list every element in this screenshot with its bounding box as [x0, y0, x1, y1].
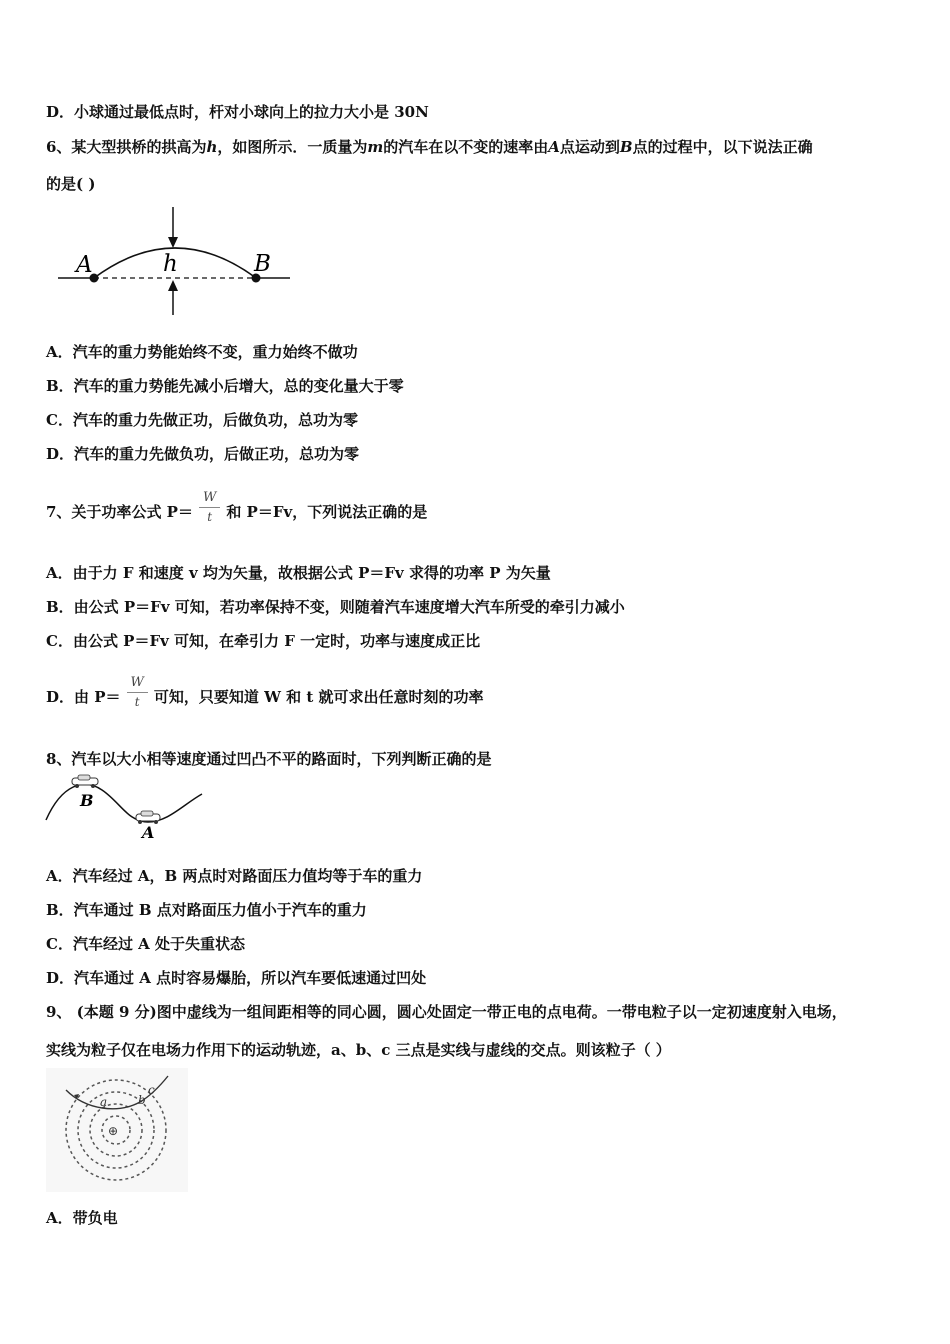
- q9-stem-line2: 实线为粒子仅在电场力作用下的运动轨迹，a、b、c 三点是实线与虚线的交点。则该粒子（ ）: [46, 1041, 671, 1059]
- q7-option-d-pre: D．由 P＝: [46, 688, 121, 706]
- q6-stem-line1: [46, 137, 813, 157]
- q7-stem: [46, 490, 427, 534]
- q7-frac-num: W: [199, 489, 220, 508]
- q9-fig-label-a: a: [100, 1095, 108, 1109]
- q7-option-d-frac-num: W: [127, 674, 148, 693]
- q6-option-c: C．汽车的重力先做正功，后做负功，总功为零: [46, 411, 358, 429]
- q6-stem-m: m: [367, 138, 384, 156]
- q8-option-d: D．汽车通过 A 点时容易爆胎，所以汽车要低速通过凹处: [46, 969, 427, 987]
- q9-option-a: A．带负电: [46, 1209, 118, 1227]
- q8-fig-label-a: A: [142, 823, 155, 840]
- q6-stem-line2: 的是( ): [46, 175, 96, 193]
- q6-stem-h: h: [206, 138, 218, 156]
- q7-option-d-post: 可知，只要知道 W 和 t 就可求出任意时刻的功率: [153, 688, 484, 706]
- q8-option-c: C．汽车经过 A 处于失重状态: [46, 935, 246, 953]
- arch-bridge-figure: [56, 205, 296, 317]
- q6-stem-pre: 6、某大型拱桥的拱高为: [46, 138, 207, 156]
- q7-option-a: A．由于力 F 和速度 v 均为矢量，故根据公式 P＝Fv 求得的功率 P 为矢量: [46, 564, 551, 582]
- q8-option-a: A．汽车经过 A，B 两点时对路面压力值均等于车的重力: [46, 867, 423, 885]
- q6-option-b: B．汽车的重力势能先减小后增大，总的变化量大于零: [46, 377, 404, 395]
- q6-option-a: A．汽车的重力势能始终不变，重力始终不做功: [46, 343, 358, 361]
- q7-option-b: B．由公式 P＝Fv 可知，若功率保持不变，则随着汽车速度增大汽车所受的牵引力减小: [46, 598, 625, 616]
- q6-stem-mid2: 的汽车在以不变的速率由: [383, 138, 549, 156]
- q8-fig-label-b: B: [80, 791, 94, 810]
- q6-fig-label-a: A: [76, 252, 93, 278]
- bumpy-road-figure: [44, 774, 204, 840]
- q6-option-d: D．汽车的重力先做负功，后做正功，总功为零: [46, 445, 360, 463]
- concentric-circles-figure: [46, 1068, 188, 1192]
- q9-fig-label-b: b: [138, 1093, 146, 1107]
- q6-stem-a: A: [548, 138, 560, 156]
- q9-stem-line1: 9、 (本题 9 分)图中虚线为一组间距相等的同心圆，圆心处固定一带正电的点电荷。一带电粒子以一定初速度射入电场，: [46, 1003, 847, 1021]
- q8-stem: 8、汽车以大小相等速度通过凹凸不平的路面时，下列判断正确的是: [46, 750, 492, 768]
- q5-option-d: D．小球通过最低点时，杆对小球向上的拉力大小是 30N: [46, 103, 429, 121]
- q7-option-d-fraction: [127, 674, 148, 711]
- q6-stem-mid3: 点运动到: [559, 138, 620, 156]
- q7-option-c: C．由公式 P＝Fv 可知，在牵引力 F 一定时，功率与速度成正比: [46, 632, 481, 650]
- q8-option-b: B．汽车通过 B 点对路面压力值小于汽车的重力: [46, 901, 367, 919]
- q9-charge-icon: ⊕: [108, 1124, 119, 1138]
- q6-fig-label-h: h: [163, 251, 178, 277]
- q6-stem-post: 点的过程中，以下说法正确: [632, 138, 813, 156]
- q9-fig-label-c: c: [148, 1083, 155, 1097]
- q7-fraction: [199, 489, 220, 526]
- q7-option-d: [46, 675, 484, 719]
- q6-fig-label-b: B: [254, 251, 271, 277]
- q7-frac-den: t: [207, 509, 213, 524]
- q7-option-d-frac-den: t: [134, 694, 140, 709]
- q6-stem-b: B: [619, 138, 633, 156]
- car-icon-top: [72, 775, 98, 788]
- q7-stem-post: 和 P＝Fv，下列说法正确的是: [226, 503, 428, 521]
- q6-stem-mid1: ，如图所示．一质量为: [217, 138, 368, 156]
- q7-stem-pre: 7、关于功率公式 P＝: [46, 503, 193, 521]
